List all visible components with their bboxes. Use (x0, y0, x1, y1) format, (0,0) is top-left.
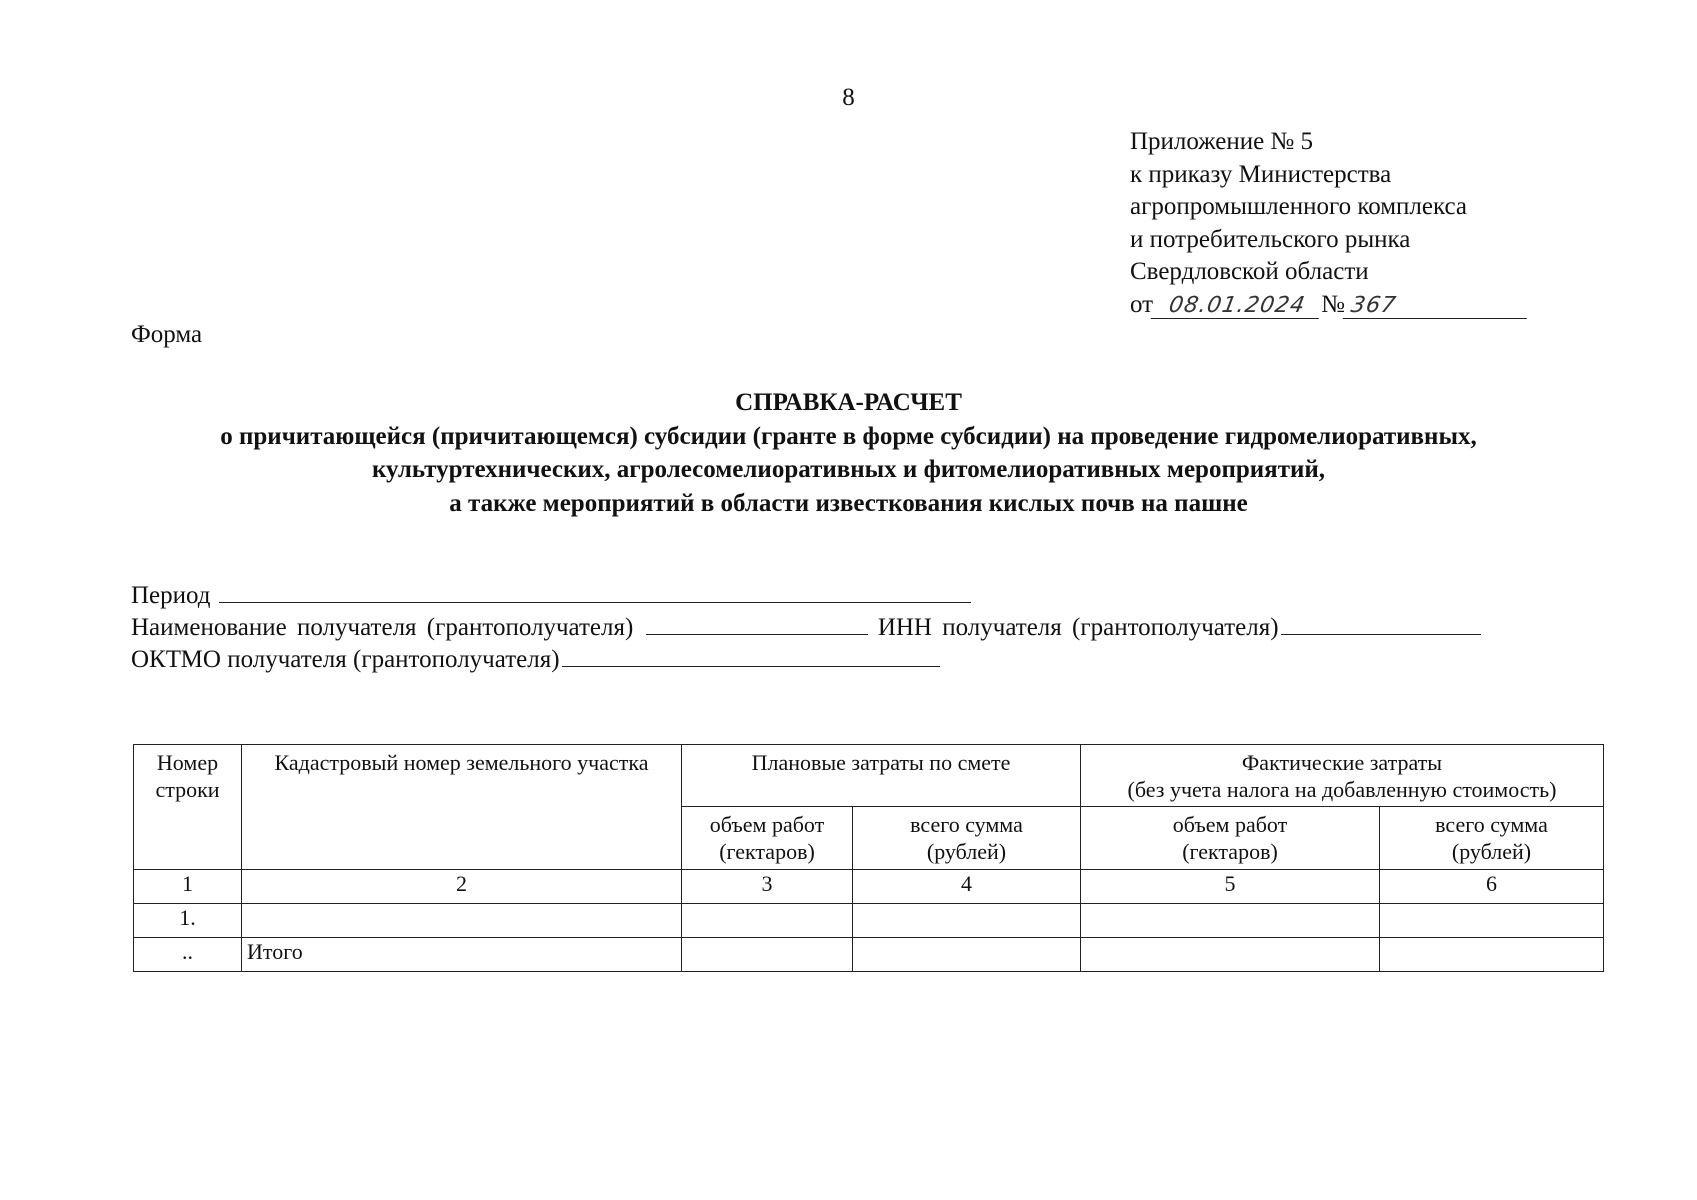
table-cell[interactable] (1081, 938, 1380, 972)
column-number: 3 (682, 870, 853, 904)
table-cell[interactable] (682, 938, 853, 972)
date-prefix: от (1130, 290, 1154, 318)
column-number: 2 (242, 870, 682, 904)
header-actual: Фактические затраты (без учета налога на добавленную стоимость) (1081, 745, 1604, 807)
appendix-line: Свердловской области (1130, 258, 1369, 285)
table-cell: .. (134, 938, 242, 972)
table-row (134, 904, 1604, 938)
header-actual-sum: всего сумма (рублей) (1380, 807, 1604, 870)
recipient-oktmo-label: ОКТМО получателя (грантополучателя) (131, 646, 560, 673)
period-line (131, 580, 1601, 612)
header-planned-sum: всего сумма (рублей) (853, 807, 1081, 870)
recipient-name-input[interactable] (646, 612, 868, 635)
total-row (134, 938, 1604, 972)
period-input[interactable] (219, 580, 971, 603)
header-planned: Плановые затраты по смете (682, 745, 1081, 807)
table-cell[interactable] (853, 904, 1081, 938)
column-number: 1 (134, 870, 242, 904)
table-cell[interactable] (1380, 904, 1604, 938)
header-row (134, 745, 1604, 807)
form-fields (131, 580, 1601, 676)
column-number: 4 (853, 870, 1081, 904)
table-cell[interactable] (1380, 938, 1604, 972)
number-label: № (1321, 290, 1345, 318)
table-cell[interactable] (1081, 904, 1380, 938)
page-number: 8 (842, 84, 855, 111)
recipient-inn-label: ИНН получателя (грантополучателя) (877, 614, 1279, 641)
header-planned-volume: объем работ (гектаров) (682, 807, 853, 870)
header-row-number: Номер строки (134, 745, 242, 870)
form-label: Форма (131, 321, 203, 348)
recipient-oktmo-input[interactable] (562, 644, 940, 667)
appendix-line: и потребительского рынка (1130, 225, 1411, 253)
document-title (0, 386, 1697, 520)
table-cell[interactable] (242, 904, 682, 938)
column-number-row (134, 870, 1604, 904)
title-line: культуртехнических, агролесомелиоративных и фитомелиоративных мероприятий, (371, 456, 1326, 483)
column-number: 5 (1081, 870, 1380, 904)
table-cell[interactable] (682, 904, 853, 938)
table-cell: 1. (134, 904, 242, 938)
order-date: 08.01.2024 (1151, 294, 1323, 319)
appendix-line: к приказу Министерства (1130, 160, 1392, 188)
recipient-line (131, 612, 1601, 644)
report-table (133, 744, 1604, 972)
recipient-inn-input[interactable] (1281, 612, 1481, 635)
title-line: о причитающейся (причитающемся) субсидии (гранте в форме субсидии) на проведение гидромелиоративных, (220, 422, 1477, 450)
appendix-block (1130, 126, 1529, 321)
table-cell[interactable] (853, 938, 1081, 972)
period-label: Период (131, 582, 211, 609)
header-cadastral: Кадастровый номер земельного участка (242, 745, 682, 870)
recipient-name-label: Наименование получателя (грантополучателя) (131, 614, 634, 641)
header-actual-volume: объем работ (гектаров) (1081, 807, 1380, 870)
appendix-line: агропромышленного комплекса (1130, 193, 1468, 220)
appendix-date-line (1130, 289, 1529, 322)
total-label: Итого (242, 938, 682, 972)
order-number: 367 (1343, 294, 1531, 319)
oktmo-line (131, 644, 1601, 676)
title-line: а также мероприятий в области известкования кислых почв на пашне (449, 489, 1248, 517)
column-number: 6 (1380, 870, 1604, 904)
appendix-line: Приложение № 5 (1130, 128, 1314, 155)
title-heading: СПРАВКА-РАСЧЕТ (735, 389, 962, 416)
